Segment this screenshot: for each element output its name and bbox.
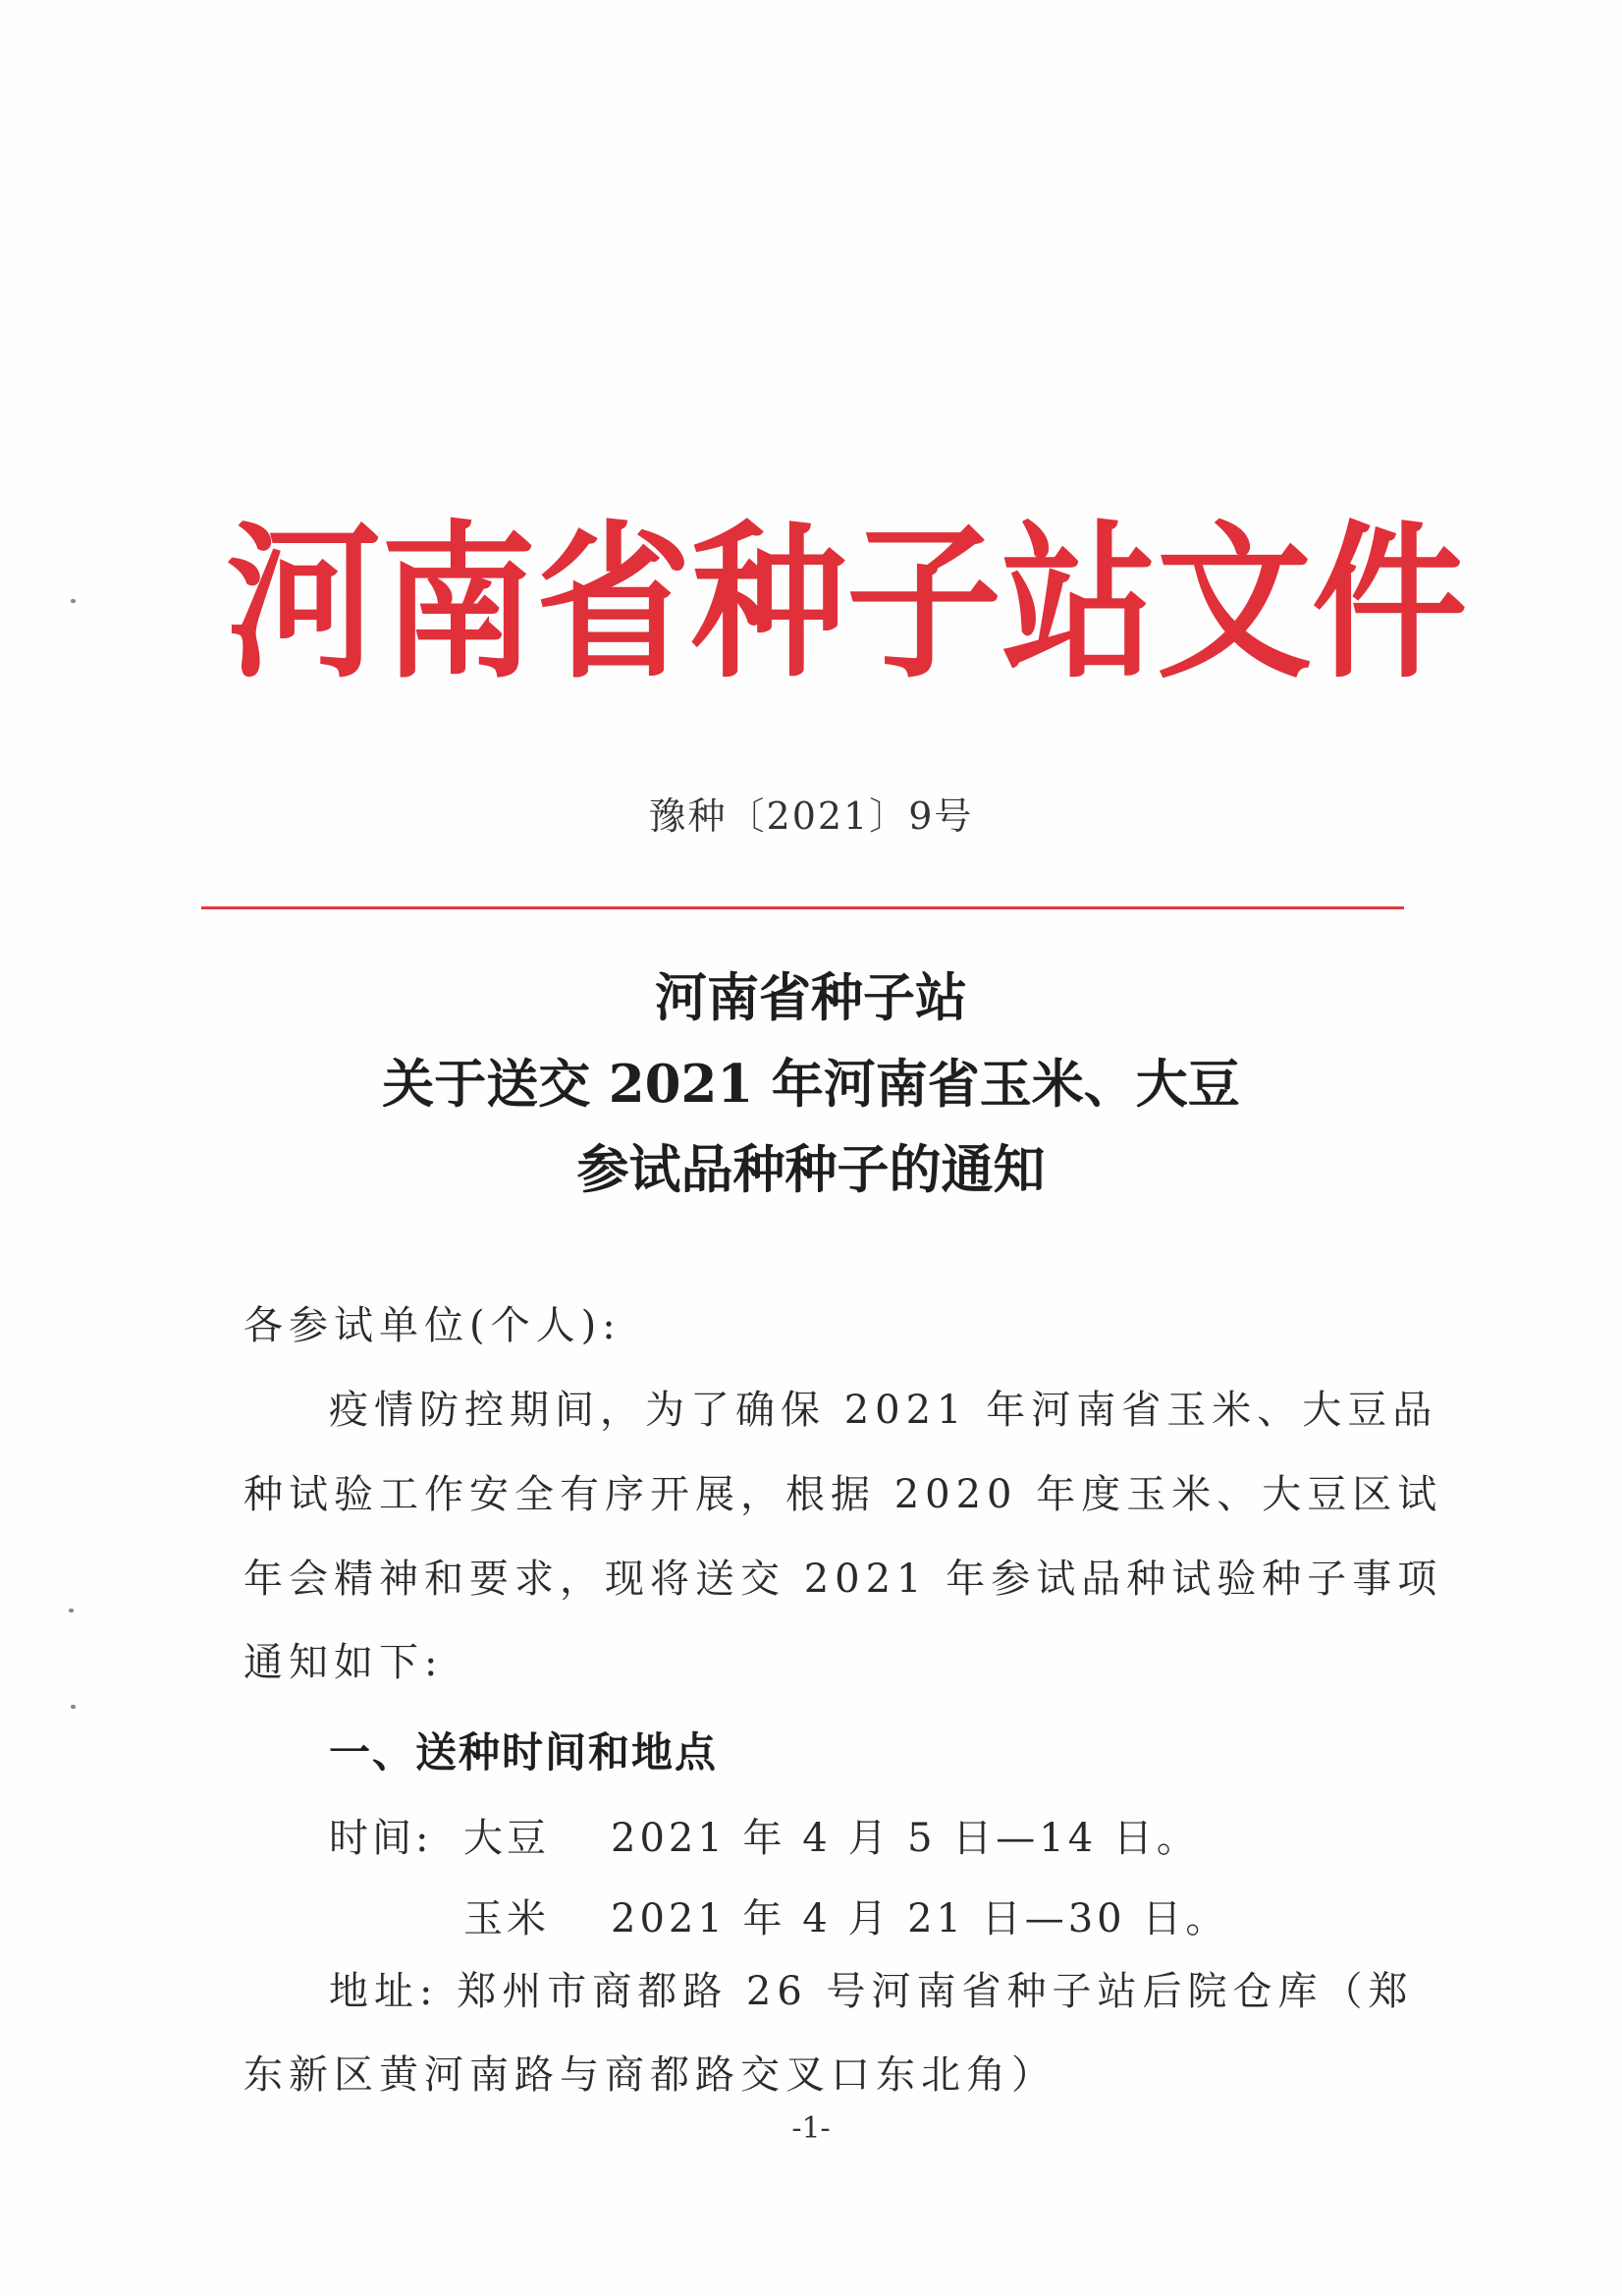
red-header-title bbox=[226, 501, 1467, 707]
scan-speck bbox=[71, 599, 76, 603]
paragraph-line-3: 年会精神和要求，现将送交 2021 年参试品种试验种子事项 bbox=[243, 1557, 1443, 1602]
red-title-char: 省 bbox=[536, 505, 691, 702]
red-title-char: 南 bbox=[381, 505, 536, 702]
red-title-char: 站 bbox=[1001, 505, 1157, 702]
section-1-heading: 一、送种时间和地点 bbox=[329, 1728, 719, 1777]
paragraph-line-1: 疫情防控期间，为了确保 2021 年河南省玉米、大豆品 bbox=[329, 1388, 1438, 1433]
document-number: 豫种〔2021〕9号 bbox=[648, 794, 974, 838]
time-label: 时间: bbox=[329, 1816, 433, 1861]
red-title-char: 件 bbox=[1312, 505, 1467, 702]
soybean-label: 大豆 bbox=[463, 1816, 550, 1861]
red-title-char: 种 bbox=[691, 505, 846, 702]
paragraph-line-4: 通知如下: bbox=[243, 1640, 444, 1685]
notice-title-line-3: 参试品种种子的通知 bbox=[576, 1139, 1046, 1200]
paragraph-line-2: 种试验工作安全有序开展，根据 2020 年度玉米、大豆区试 bbox=[243, 1472, 1443, 1517]
address-line-1: 地址: 郑州市商都路 26 号河南省种子站后院仓库（郑 bbox=[329, 1969, 1414, 2014]
red-title-char: 河 bbox=[226, 505, 381, 702]
notice-title-line-2: 关于送交 2021 年河南省玉米、大豆 bbox=[382, 1054, 1240, 1115]
corn-date: 2021 年 4 月 21 日—30 日。 bbox=[611, 1896, 1229, 1941]
scan-speck bbox=[69, 1609, 74, 1613]
soybean-date: 2021 年 4 月 5 日—14 日。 bbox=[611, 1816, 1200, 1861]
page-number: -1- bbox=[791, 2111, 831, 2146]
corn-label: 玉米 bbox=[463, 1896, 550, 1941]
red-title-char: 文 bbox=[1157, 505, 1312, 702]
address-line-2: 东新区黄河南路与商都路交叉口东北角） bbox=[243, 2052, 1056, 2098]
red-divider-line bbox=[201, 906, 1404, 909]
salutation: 各参试单位(个人): bbox=[243, 1303, 622, 1348]
red-title-char: 子 bbox=[846, 505, 1001, 702]
scan-speck bbox=[71, 1705, 76, 1709]
notice-title-line-1: 河南省种子站 bbox=[655, 967, 967, 1028]
